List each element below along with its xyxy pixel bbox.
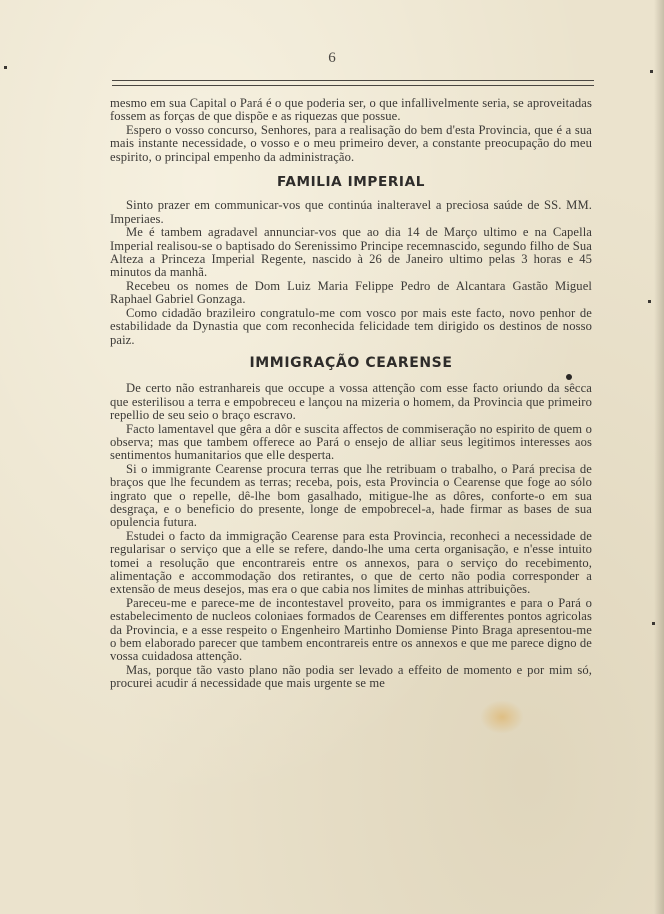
- edge-mark: [648, 300, 651, 303]
- section-heading-familia-imperial: FAMILIA IMPERIAL: [277, 174, 425, 191]
- paragraph-facto-lamentavel: Facto lamentavel que gêra a dôr e suscita affectos de commiseração no espirito de quem o observa; mas que tambem offerece ao Pará o ensejo de alliar seus legitimos interesses aos sentimentos humanitarios que elle desperta.: [110, 421, 592, 463]
- section-heading-immigracao-cearense: IMMIGRAÇÃO CEARENSE: [249, 354, 453, 371]
- paragraph-capital: mesmo em sua Capital o Pará é o que poderia ser, o que infallivelmente seria, se aproveitadas fossem as forças de que dispõe e as riquezas que possue.: [110, 96, 592, 124]
- edge-mark: [650, 70, 653, 73]
- paragraph-vasto-plano: Mas, porque tão vasto plano não podia ser levado a effeito de momento e por mim só, procurei acudir á necessidade que mais urgente se me: [110, 662, 592, 691]
- paper-stain: [480, 700, 524, 734]
- paragraph-immigrante: Si o immigrante Cearense procura terras que lhe retribuam o trabalho, o Pará precisa de braços que lhe fecundem as terras; receba, pois, esta Provincia o Cearense que foge ao sólo ingrato que o repelle, dê-lhe bom gasalhado, mitigue-lhe as dôres, conforte-o em sua desgraça, e o beneficio do presente, longe de empobrecel-a, hade firmar as bases de sua opulencia futura.: [110, 461, 592, 530]
- paragraph-estudo: Estudei o facto da immigração Cearense para esta Provincia, reconheci a necessidade de regularisar o serviço que a elle se refere, dando-lhe uma certa organisação, e n'esse intuito tomei a resolução que encontrareis entre os annexos, para o serviço do recebimento, alimentação e accommodação dos retirantes, o que de certo não podia corresponder a extensão de meus desejos, mas era o que cabia nos limites de minhas attribuições.: [110, 528, 592, 597]
- edge-mark: [4, 66, 7, 69]
- paragraph-saude: Sinto prazer em communicar-vos que continúa inalteravel a preciosa saúde de SS. MM. Imperiaes.: [110, 198, 592, 226]
- page-edge-shadow: [654, 0, 664, 914]
- edge-mark: [652, 622, 655, 625]
- page-body: [110, 97, 592, 691]
- paragraph-concurso: Espero o vosso concurso, Senhores, para a realisação do bem d'esta Provincia, que é a sua mais instante necessidade, o vosso e o meu primeiro dever, a constante preocupação do meu espirito, o principal empenho da administração.: [110, 122, 592, 164]
- paragraph-baptisado: Me é tambem agradavel annunciar-vos que ao dia 14 de Março ultimo e na Capella Imperial realisou-se o baptisado do Serenissimo Principe recemnascido, segundo filho de Sua Alteza a Princeza Imperial Regente, nascido à 26 de Janeiro ultimo pelas 3 horas e 45 minutos da manhã.: [110, 225, 592, 280]
- paragraph-nucleos-coloniaes: Pareceu-me e parece-me de incontestavel proveito, para os immigrantes e para o Pará o estabelecimento de nucleos coloniaes formados de Cearenses em differentes pontos agricolas da Provincia, e a esse respeito o Engenheiro Martinho Domiense Pinto Braga apresentou-me o bem elaborado parecer que tambem encontrareis entre os annexos e que me parece digno de vossa cuidadosa attenção.: [110, 595, 592, 664]
- paragraph-congratulacao: Como cidadão brazileiro congratulo-me com vosco por mais este facto, novo penhor de estabilidade da Dynastia que com reconhecida felicidade tem dirigido os destinos de nosso paiz.: [110, 305, 592, 347]
- ink-spot: [566, 374, 572, 380]
- header-rule-bottom: [112, 85, 594, 86]
- header-rule-top: [112, 80, 594, 81]
- paragraph-secca: De certo não estranhareis que occupe a vossa attenção com esse facto oriundo da sêcca que esterilisou a terra e empobreceu e lançou na mizeria o homem, da Provincia que primeiro repellio de seu seio o braço escravo.: [110, 381, 592, 423]
- paragraph-nomes: Recebeu os nomes de Dom Luiz Maria Felippe Pedro de Alcantara Gastão Miguel Raphael Gabriel Gonzaga.: [110, 278, 592, 307]
- page-number: 6: [328, 50, 336, 66]
